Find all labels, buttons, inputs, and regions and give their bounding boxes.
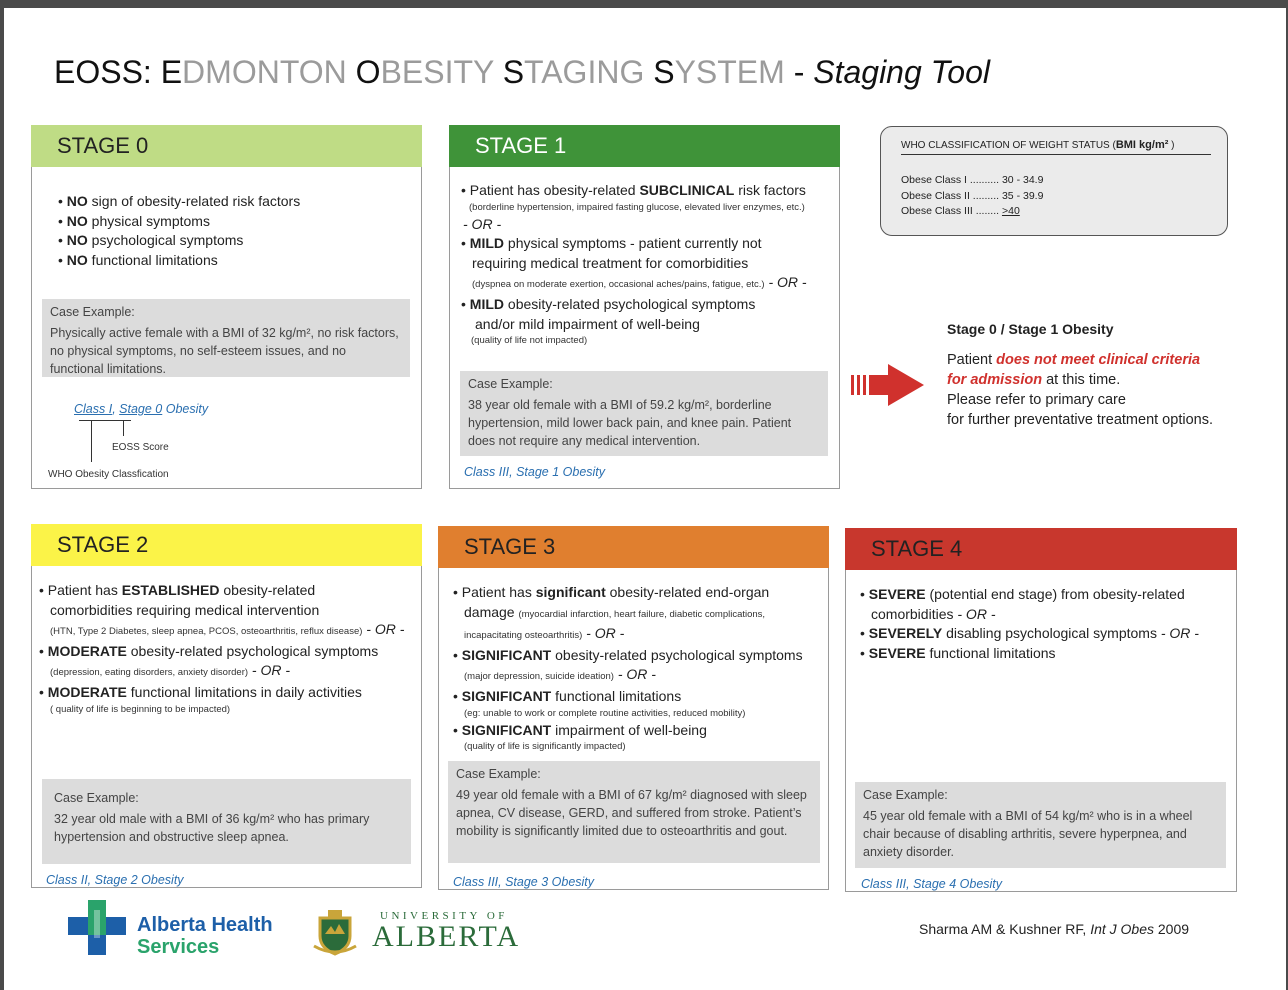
bullet-note: (dyspnea on moderate exertion, occasional aches/pains, fatigue, etc.) (472, 279, 765, 291)
bullet-note: (borderline hypertension, impaired fasting glucose, elevated liver enzymes, etc.) (469, 201, 805, 213)
or-separator: - OR - (582, 625, 625, 642)
alberta-wordmark: ALBERTA (372, 920, 521, 953)
title-staging-tool: Staging Tool (813, 54, 990, 90)
stage-0-bullet: • NO physical symptoms (58, 212, 210, 229)
legend-class-i: Class I (74, 402, 113, 416)
bullet-bold: NO (66, 212, 88, 229)
stage-1-classification: Class III, Stage 1 Obesity (464, 465, 606, 479)
who-classification-box (880, 126, 1228, 236)
stage-0-bullet: • NO psychological symptoms (58, 232, 244, 249)
stage-2-bullets (39, 581, 422, 717)
bullet-text: Patient has obesity-related (469, 182, 640, 198)
bullet-text: and/or mild impairment of well-being (475, 315, 700, 332)
citation (919, 921, 1189, 937)
bullet-note: (major depression, suicide ideation) (464, 671, 614, 683)
stage-2-title: STAGE 2 (57, 532, 149, 557)
bullet-bold: NO (66, 193, 88, 209)
stage-1-header (449, 125, 840, 167)
referral-text: Patient (947, 352, 997, 368)
referral-line: Please refer to primary care (947, 392, 1126, 408)
bullet-note-row (453, 603, 829, 625)
bullet-text: sign of obesity-related risk factors (87, 193, 301, 209)
bullet-note: incapacitating osteoarthritis) (464, 630, 583, 642)
who-title-text: ) (1168, 140, 1175, 151)
eoss-staging-page (4, 8, 1286, 990)
stage-2-panel (31, 524, 422, 888)
bullet-note-row (453, 665, 829, 687)
legend-who-label: WHO Obesity Classfication (48, 469, 169, 480)
legend-stage-0: Stage 0 (119, 402, 163, 416)
who-title (901, 139, 1211, 155)
stage-1-bullet: • MILD obesity-related psychological symptoms (461, 295, 756, 312)
referral-line (947, 350, 1277, 370)
stage-0-bullet: • NO functional limitations (58, 251, 218, 268)
bullet-note: (myocardial infarction, heart failure, diabetic complications, (518, 608, 766, 620)
stage-3-classification: Class III, Stage 3 Obesity (453, 875, 595, 889)
legend-line-who (91, 420, 92, 462)
who-row-label: Obese Class I .......... (901, 174, 1000, 186)
who-rows (901, 173, 1043, 220)
case-text: 38 year old female with a BMI of 59.2 kg/m², borderline hypertension, mild lower back pain, and knee pain. Patient does not require any medical intervention. (468, 398, 792, 448)
bullet-bold: ESTABLISHED (121, 582, 220, 598)
stage-4-case-example (855, 782, 1226, 868)
stage-1-bullet: • MILD physical symptoms - patient currently not (461, 235, 762, 252)
stage-2-bullet: • MODERATE obesity-related psychological symptoms (39, 642, 379, 659)
bullet-text: obesity-related psychological symptoms (126, 642, 379, 659)
stage-3-case-example (448, 761, 820, 863)
or-separator: - OR - (613, 666, 656, 683)
who-row-label: Obese Class III ........ (901, 205, 1000, 217)
bullet-text: requiring medical treatment for comorbidities (472, 254, 749, 271)
bullet-bold: significant (535, 584, 606, 600)
stage-4-bullets (860, 585, 1236, 663)
bullet-bold: MODERATE (47, 683, 127, 700)
who-row (901, 189, 1043, 205)
who-row (901, 204, 1043, 220)
stage-2-case-example (42, 779, 411, 864)
title-word-obesity: BESITY (380, 54, 503, 90)
stage-4-bullet: • SEVERE (potential end stage) from obesity-related (860, 586, 1185, 602)
university-of-alberta-logo (312, 908, 542, 964)
bullet-note: (quality of life not impacted) (471, 335, 588, 347)
stage-2-bullet: • MODERATE functional limitations in daily activities (39, 683, 362, 700)
bullet-bold: SEVERE (868, 644, 926, 661)
stage-0-bullets (58, 192, 418, 270)
stage-3-bullet: • Patient has significant obesity-related end-organ (453, 584, 770, 600)
stage-0-panel (31, 125, 422, 489)
citation-authors: Sharma AM & Kushner RF, (919, 921, 1091, 937)
case-text: Physically active female with a BMI of 32 kg/m², no risk factors, no physical symptoms, no self-esteem issues, and no functional limitations. (50, 326, 399, 376)
bullet-note-row (39, 661, 422, 683)
bullet-bold: NO (66, 251, 88, 268)
stage-1-bullets (461, 181, 839, 348)
stage-0-title: STAGE 0 (57, 133, 149, 158)
bullet-bold: SIGNIFICANT (461, 721, 552, 738)
case-text: 32 year old male with a BMI of 36 kg/m² who has primary hypertension and obstructive sleep apnea. (54, 812, 370, 844)
case-title: Case Example: (50, 305, 135, 319)
legend-line-eoss (123, 420, 124, 436)
arrow-right-icon (850, 363, 926, 407)
stage-3-bullet: • SIGNIFICANT functional limitations (453, 687, 682, 704)
bullet-text: (potential end stage) from obesity-related (925, 586, 1185, 602)
title-letter-e: E (160, 54, 183, 90)
stage-3-panel (438, 526, 829, 890)
stage-1-case-example (460, 371, 828, 456)
case-title: Case Example: (863, 788, 948, 802)
title-word-system: YSTEM (674, 54, 785, 90)
case-title: Case Example: (468, 377, 553, 391)
who-row-value: 35 - 39.9 (1001, 189, 1044, 202)
referral-heading: Stage 0 / Stage 1 Obesity (947, 321, 1114, 337)
stage-2-bullet: • Patient has ESTABLISHED obesity-related (39, 582, 316, 598)
stage-4-panel (845, 528, 1237, 892)
referral-line: for further preventative treatment options. (947, 412, 1213, 428)
bullet-text: psychological symptoms (87, 232, 244, 249)
bullet-note-row (461, 273, 839, 295)
who-row-label: Obese Class II ......... (901, 189, 1000, 202)
bullet-text: functional limitations (925, 644, 1056, 661)
bullet-text: obesity-related psychological symptoms (504, 295, 756, 312)
bullet-note: (HTN, Type 2 Diabetes, sleep apnea, PCOS, osteoarthritis, reflux disease) (50, 626, 363, 638)
bullet-text: Patient has (461, 584, 536, 600)
legend-label (74, 402, 208, 416)
who-row (901, 173, 1043, 189)
stage-3-header (438, 526, 829, 568)
title-letter-o: O (355, 54, 381, 90)
citation-journal: Int J Obes (1090, 921, 1154, 937)
stage-1-bullet: • Patient has obesity-related SUBCLINICAL risk factors (461, 182, 806, 198)
bullet-text: Patient has (47, 582, 122, 598)
stage-3-title: STAGE 3 (464, 534, 556, 559)
case-text: 45 year old female with a BMI of 54 kg/m² who is in a wheel chair because of disabling arthritis, severe hyperpnea, and anxiety disorder. (863, 809, 1193, 859)
bullet-note: (quality of life is significantly impacted) (464, 741, 626, 753)
title-word-staging: TAGING (524, 54, 654, 90)
stage-0-case-example (42, 299, 410, 377)
bullet-bold: SUBCLINICAL (639, 182, 735, 198)
bullet-note-row (860, 605, 1236, 625)
stage-4-classification: Class III, Stage 4 Obesity (861, 877, 1003, 891)
stage-0-header (31, 125, 422, 167)
who-title-unit: BMI kg/m² (1115, 139, 1169, 151)
title-dash: - (784, 54, 814, 90)
title-word-edmonton: DMONTON (182, 54, 356, 90)
legend-obesity: Obesity (162, 402, 209, 416)
who-title-text: WHO CLASSIFICATION OF WEIGHT STATUS ( (901, 140, 1116, 151)
bullet-bold: NO (66, 232, 88, 249)
bullet-text: damage (464, 603, 515, 620)
stage-1-panel (449, 125, 840, 489)
bullet-bold: SEVERE (868, 586, 926, 602)
referral-emphasis: does not meet clinical criteria (996, 352, 1201, 368)
referral-text: at this time. (1042, 372, 1121, 388)
case-title: Case Example: (456, 767, 541, 781)
bullet-text: physical symptoms (87, 212, 210, 229)
who-row-value: >40 (1001, 205, 1020, 217)
stage-3-bullet: • SIGNIFICANT impairment of well-being (453, 721, 707, 738)
stage-4-title: STAGE 4 (871, 536, 963, 561)
bullet-note: ( quality of life is beginning to be impacted) (50, 703, 231, 715)
bullet-bold: MODERATE (47, 642, 127, 659)
stage-3-bullets (453, 583, 829, 754)
bullet-text: obesity-related (219, 582, 316, 598)
bullet-bold: MILD (469, 235, 505, 252)
bullet-text: disabling psychological symptoms (942, 625, 1157, 642)
bullet-text: functional limitations (87, 251, 218, 268)
referral-line (947, 370, 1277, 390)
or-separator: - OR - (463, 215, 502, 232)
ahs-name-line1: Alberta Health (137, 914, 273, 936)
bullet-text: comorbidities (871, 605, 954, 622)
or-separator: - OR - (248, 662, 291, 679)
bullet-note: (depression, eating disorders, anxiety disorder) (50, 667, 249, 679)
case-title: Case Example: (54, 791, 139, 805)
page-title (54, 54, 990, 91)
bullet-bold: SIGNIFICANT (461, 646, 552, 663)
stage-4-bullet: • SEVERELY disabling psychological symptoms - OR - (860, 625, 1199, 642)
bullet-bold: SEVERELY (868, 625, 943, 642)
bullet-note-row (39, 620, 422, 642)
stage-1-title: STAGE 1 (475, 133, 567, 158)
bullet-note: (eg: unable to work or complete routine activities, reduced mobility) (464, 707, 746, 719)
stage-4-bullet: • SEVERE functional limitations (860, 644, 1056, 661)
bullet-text: comorbidities requiring medical intervention (50, 601, 320, 618)
or-separator: - OR - (768, 274, 807, 291)
classification-legend (32, 396, 421, 486)
bullet-text: functional limitations (551, 687, 682, 704)
or-separator: - OR - (1156, 625, 1199, 642)
bullet-note-row (453, 624, 829, 646)
citation-year: 2009 (1154, 921, 1190, 937)
bullet-text: obesity-related psychological symptoms (551, 646, 803, 663)
bullet-bold: MILD (469, 295, 505, 312)
bullet-text: physical symptoms - patient currently not (504, 235, 762, 252)
stage-2-classification: Class II, Stage 2 Obesity (46, 873, 184, 887)
university-of-label: UNIVERSITY OF (380, 910, 508, 922)
who-row-value: 30 - 34.9 (1001, 174, 1044, 186)
title-letter-s: S (502, 54, 525, 90)
stage-0-bullet: • NO sign of obesity-related risk factors (58, 193, 301, 209)
referral-note (947, 319, 1277, 430)
case-text: 49 year old female with a BMI of 67 kg/m² diagnosed with sleep apnea, CV disease, GERD, and suffered from stroke. Patient’s mobility is significantly limited due to osteoarthritis and gout. (456, 788, 807, 838)
referral-emphasis: for admission (947, 372, 1043, 388)
bullet-text: functional limitations in daily activities (126, 683, 362, 700)
bullet-text: risk factors (734, 182, 806, 198)
ahs-name-line2: Services (137, 936, 220, 958)
title-eoss: EOSS: (54, 54, 161, 90)
legend-eoss-score: EOSS Score (112, 442, 169, 453)
stage-3-bullet: • SIGNIFICANT obesity-related psychological symptoms (453, 646, 803, 663)
ahs-cross-icon (68, 900, 128, 956)
bullet-bold: SIGNIFICANT (461, 687, 552, 704)
bullet-text: obesity-related end-organ (605, 584, 770, 600)
stage-2-header (31, 524, 422, 566)
title-letter-s2: S (653, 54, 675, 90)
or-separator: - OR - (953, 605, 996, 622)
university-crest-icon (312, 908, 358, 956)
stage-4-header (845, 528, 1237, 570)
or-separator: - OR - (362, 621, 405, 638)
bullet-text: impairment of well-being (551, 721, 707, 738)
alberta-health-services-logo (68, 900, 288, 960)
legend-separator: , (112, 402, 120, 416)
